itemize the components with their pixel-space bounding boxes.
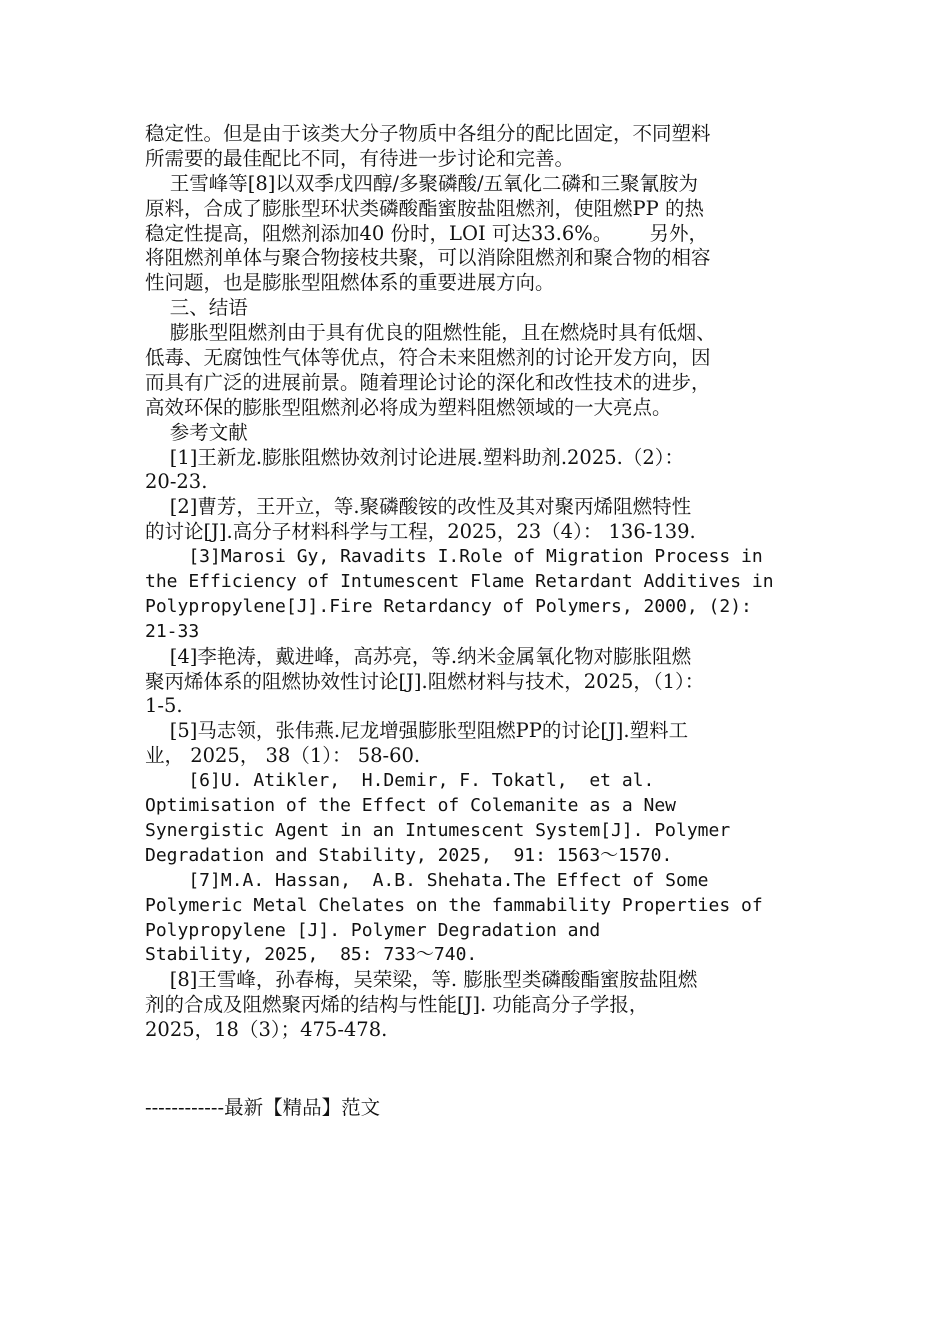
reference-line: Stability, 2025, 85: 733～740. <box>145 944 478 966</box>
reference-8 <box>145 968 810 1043</box>
text-line: 稳定性。但是由于该类大分子物质中各组分的配比固定，不同塑料 <box>145 122 711 145</box>
reference-4 <box>145 645 810 720</box>
document-body <box>145 122 810 1043</box>
paragraph-conclusion <box>145 321 810 421</box>
text-line: 原料，合成了膨胀型环状类磷酸酯蜜胺盐阻燃剂，使阻燃PP 的热 <box>145 196 704 220</box>
reference-line: 的讨论[J].高分子材料科学与工程，2025，23（4）： 136-139. <box>145 520 696 544</box>
reference-line: [3]Marosi Gy, Ravadits I.Role of Migration Process in <box>145 546 763 568</box>
reference-line: Degradation and Stability, 2025, 91: 1563～1570. <box>145 844 673 866</box>
reference-2 <box>145 495 810 545</box>
section-heading-conclusion: 三、结语 <box>145 296 248 320</box>
reference-line: 业， 2025， 38（1）： 58-60. <box>145 744 421 768</box>
reference-3 <box>145 545 810 645</box>
text-line: 将阻燃剂单体与聚合物接枝共聚，可以消除阻燃剂和聚合物的相容 <box>145 246 711 270</box>
reference-5 <box>145 719 810 769</box>
reference-line: Polymeric Metal Chelates on the fammability Properties of <box>145 894 763 916</box>
reference-line: 2025，18（3）；475-478. <box>145 1018 388 1042</box>
reference-line: [5]马志领，张伟燕.尼龙增强膨胀型阻燃PP的讨论[J].塑料工 <box>145 719 689 743</box>
paragraph-stability-note <box>145 122 810 172</box>
reference-1 <box>145 446 810 496</box>
text-line: 低毒、无腐蚀性气体等优点，符合未来阻燃剂的讨论开发方向，因 <box>145 346 711 370</box>
reference-line: [8]王雪峰，孙春梅，吴荣梁，等. 膨胀型类磷酸酯蜜胺盐阻燃 <box>145 968 698 992</box>
text-line: 王雪峰等[8]以双季戊四醇/多聚磷酸/五氧化二磷和三聚氰胺为 <box>145 171 699 195</box>
reference-line: [2]曹芳，王开立，等.聚磷酸铵的改性及其对聚丙烯阻燃特性 <box>145 495 692 519</box>
reference-6 <box>145 769 810 869</box>
reference-line: Synergistic Agent in an Intumescent System[J]. Polymer <box>145 819 731 841</box>
paragraph-wang-xuefeng <box>145 172 810 296</box>
reference-line: [7]M.A. Hassan, A.B. Shehata.The Effect of Some <box>145 869 709 891</box>
text-line: 性问题，也是膨胀型阻燃体系的重要进展方向。 <box>145 271 555 295</box>
reference-line: the Efficiency of Intumescent Flame Retardant Additives in <box>145 571 774 593</box>
footer-text: ------------最新【精品】范文 <box>145 1096 381 1119</box>
reference-7 <box>145 869 810 969</box>
reference-line: Optimisation of the Effect of Colemanite as a New <box>145 795 677 817</box>
text-line: 所需要的最佳配比不同，有待进一步讨论和完善。 <box>145 146 575 170</box>
reference-line: Polypropylene [J]. Polymer Degradation and <box>145 919 601 941</box>
section-heading-references: 参考文献 <box>145 420 248 444</box>
reference-line: 剂的合成及阻燃聚丙烯的结构与性能[J]. 功能高分子学报， <box>145 993 649 1017</box>
text-line: 而具有广泛的进展前景。随着理论讨论的深化和改性技术的进步， <box>145 370 711 394</box>
text-line: 膨胀型阻燃剂由于具有优良的阻燃性能，且在燃烧时具有低烟、 <box>145 321 716 345</box>
reference-line: [1]王新龙.膨胀阻燃协效剂讨论进展.塑料助剂.2025.（2）： <box>145 445 684 469</box>
reference-line: 1-5. <box>145 694 183 718</box>
reference-line: [6]U. Atikler, H.Demir, F. Tokatl, et al. <box>145 770 655 792</box>
text-line: 稳定性提高，阻燃剂添加40 份时，LOI 可达33.6%。 另外， <box>145 221 708 245</box>
reference-line: Polypropylene[J].Fire Retardancy of Polymers, 2000, (2): <box>145 595 752 617</box>
reference-line: 21-33 <box>145 620 200 642</box>
reference-line: [4]李艳涛，戴进峰，高苏亮，等.纳米金属氧化物对膨胀阻燃 <box>145 644 692 668</box>
reference-line: 聚丙烯体系的阻燃协效性讨论[J].阻燃材料与技术，2025，（1）： <box>145 669 705 693</box>
reference-line: 20-23. <box>145 470 208 494</box>
text-line: 高效环保的膨胀型阻燃剂必将成为塑料阻燃领域的一大亮点。 <box>145 395 672 419</box>
